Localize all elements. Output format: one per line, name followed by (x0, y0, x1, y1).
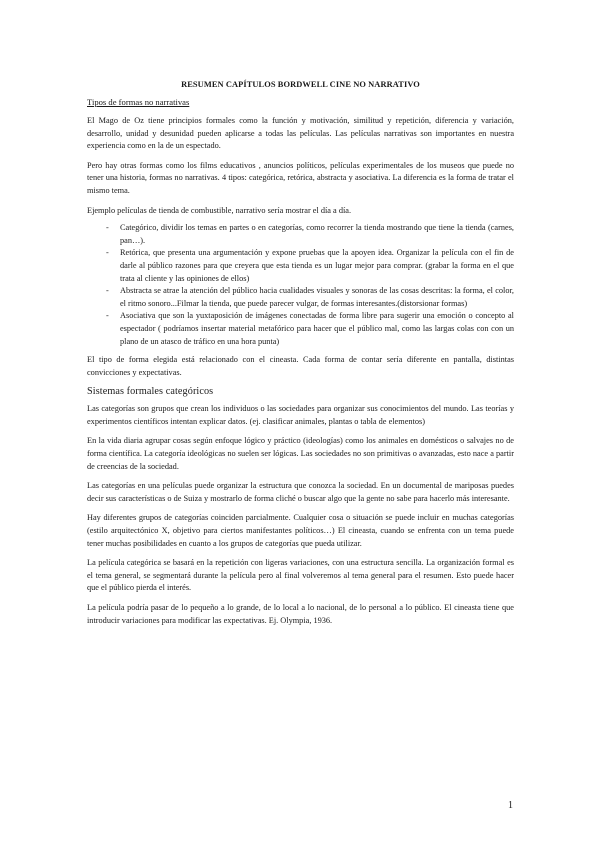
section-heading: Sistemas formales categóricos (87, 386, 214, 398)
paragraph: El Mago de Oz tiene principios formales como la función y motivación, similitud y repetición, diferencia y variación, desarrollo, unidad y desunidad pueden aplicarse a todas las películas. Las películas narrativas son importantes en nuestra experiencia como en la de un espectado. (87, 116, 514, 151)
list-item-text: Retórica, que presenta una argumentación y expone pruebas que la apoyen idea. Organizar la película con el fin de darle al público razones para que creyera que esta tienda es un lugar mejor para comprar. (grabar la forma en el que trata al cliente y las opiniones de ellos) (120, 248, 514, 283)
paragraph: Ejemplo películas de tienda de combustible, narrativo sería mostrar el día a día. (87, 205, 352, 215)
subheading-tipos-formas: Tipos de formas no narrativas (87, 97, 190, 107)
paragraph: Las categorías en una películas puede organizar la estructura que conozca la sociedad. En un documental de mariposas puedes decir sus características o de Suiza y mostrarlo de forma cliché o buscar algo que la gente no sabe para hacerlo más interesante. (87, 481, 514, 503)
list-item (106, 310, 514, 348)
page-content (87, 80, 514, 634)
list-item-text: Abstracta se atrae la atención del público hacia cualidades visuales y sonoras de las cosas descritas: la forma, el color, el ritmo sonoro...Filmar la tienda, que puede parecer vulgar, de formas interesantes.(distorsionar formas) (120, 286, 514, 308)
page-number: 1 (508, 800, 513, 811)
paragraph: Las categorías son grupos que crean los individuos o las sociedades para organizar sus conocimientos del mundo. Las teorías y experimentos científicos intentan explicar datos. (ej. clasificar animales, plantas o tabla de elementos) (87, 404, 514, 426)
paragraph: Hay diferentes grupos de categorías coinciden parcialmente. Cualquier cosa o situación se puede incluir en muchas categorías (estilo arquitectónico X, objetivo para ciertos manifestantes políticos…) El cineasta, cuando se enfrenta con un tema puede tener muchas posibilidades en cuanto a los grupos de categorías que pueda utilizar. (87, 513, 514, 548)
bullet-marker: - (106, 311, 109, 321)
list-item-text: Asociativa que son la yuxtaposición de imágenes conectadas de forma libre para sugerir una emoción o concepto al espectador ( podríamos insertar material metafórico para hacer que el público mal, como las largas colas con con un plano de un atasco de tráfico en una hora punta) (120, 311, 514, 346)
list-item (106, 222, 514, 247)
bullet-marker: - (106, 223, 109, 233)
paragraph: El tipo de forma elegida está relacionado con el cineasta. Cada forma de contar sería diferente en pantalla, distintas convicciones y expectativas. (87, 355, 514, 377)
list-item (106, 285, 514, 310)
document-title: RESUMEN CAPÍTULOS BORDWELL CINE NO NARRATIVO (181, 80, 420, 89)
paragraph: Pero hay otras formas como los films educativos , anuncios políticos, películas experimentales de los museos que puede no tener una historia, formas no narrativas. 4 tipos: categórica, retórica, abstracta y asociativa. La diferencia es la forma de tratar el mismo tema. (87, 160, 514, 195)
bullet-marker: - (106, 248, 109, 258)
paragraph: La película categórica se basará en la repetición con ligeras variaciones, con una estructura sencilla. La organización formal es el tema general, se segmentará durante la película pero al final volveremos al tema general para el resumen. Esto puede hacer que el público pierda el interés. (87, 558, 514, 593)
forms-bullet-list (87, 222, 514, 348)
bullet-marker: - (106, 286, 109, 296)
list-item-text: Categórico, dividir los temas en partes o en categorías, como recorrer la tienda mostrando que tiene la tienda (carnes, pan…). (120, 223, 514, 245)
paragraph: La película podría pasar de lo pequeño a lo grande, de lo local a lo nacional, de lo personal a lo público. El cineasta tiene que introducir variaciones para modificar las expectativas. Ej. Olympia, 1936. (87, 603, 514, 625)
paragraph: En la vida diaria agrupar cosas según enfoque lógico y práctico (ideologías) como los animales en domésticos o salvajes no de forma científica. La categoría ideológicas no suelen ser lógicas. Las sociedades no son primitivas o avanzadas, esto nace a partir de creencias de la sociedad. (87, 436, 514, 471)
list-item (106, 247, 514, 285)
